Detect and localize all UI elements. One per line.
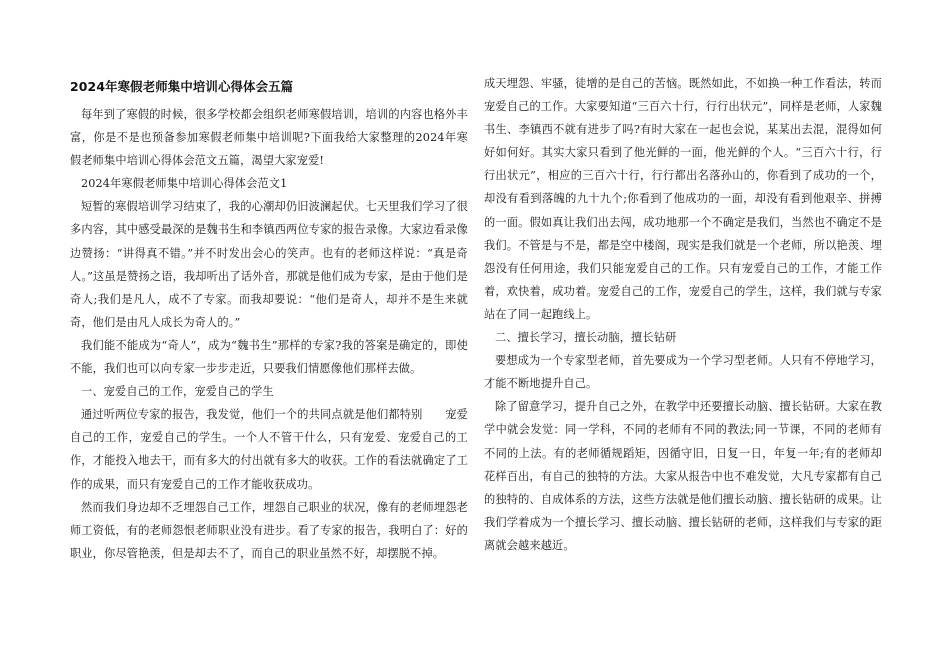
body-paragraph: 通过听两位专家的报告，我发觉，他们一个的共同点就是他们都特别 宠爱自己的工作，宠爱自己的学生。一个人不管干什么，只有宠爱、宠爱自己的工作，才能投入地去干，而有多大的付出就有多大的收获。工作的看法就确定了工作的成果，而只有宠爱自己的工作才能收获成功。 [70, 408, 468, 491]
body-paragraph: 我们能不能成为“奇人”，成为“魏书生”那样的专家?我的答案是确定的，即使不能，我们也可以向专家一步步走近，只要我们情愿像他们那样去做。 [70, 338, 468, 376]
left-column [70, 72, 468, 565]
section-heading-2: 二、擅长学习，擅长动脑，擅长钻研 [495, 331, 677, 345]
body-paragraph: 然而我们身边却不乏埋怨自己工作，埋怨自己职业的状况，像有的老师埋怨老师工资低，有的老师怨恨老师职业没有进步。看了专家的报告，我明白了：好的职业，你尽管艳羡，但是却去不了，而自己的职业虽然不好，却摆脱不掉。 [70, 500, 468, 560]
body-paragraph: 除了留意学习，提升自己之外，在教学中还要擅长动脑、擅长钻研。大家在教学中就会发觉：同一学科，不同的老师有不同的教法;同一节课，不同的老师有不同的上法。有的老师循规蹈矩，因循守旧，日复一日，年复一年;有的老师却花样百出，有自己的独特的方法。大家从报告中也不难发觉，大凡专家都有自己的独特的、自成体系的方法，这些方法就是他们擅长动脑、擅长钻研的成果。让我们学着成为一个擅长学习、擅长动脑、擅长钻研的老师，这样我们与专家的距离就会越来越近。 [484, 400, 882, 552]
intro-paragraph: 每年到了寒假的时候，很多学校都会组织老师寒假培训，培训的内容也格外丰富，你是不是也预备参加寒假老师集中培训呢?下面我给大家整理的2024年寒假老师集中培训心得体会范文五篇，渴望大家宠爱! [70, 108, 468, 168]
continued-paragraph: 成天埋怨、牢骚，徒增的是自己的苦恼。既然如此，不如换一种工作看法，转而宠爱自己的工作。大家要知道“三百六十行，行行出状元”，同样是老师，人家魏书生、李镇西不就有进步了吗?有时大家在一起也会说，某某出去混，混得如何好如何好。其实大家只看到了他光鲜的一面，他光鲜的个人。“三百六十行，行行出状元”，相应的三百六十行，行行都出名落孙山的，你看到了成功的一个，却没有看到落魄的九十九个;你看到了他成功的一面，却没有看到他艰辛、拼搏的一面。假如真让我们出去闯，成功地那一个不确定是我们，当然也不确定不是我们。不管是与不是，都是空中楼阁，现实是我们就是一个老师，所以艳羡、埋怨没有任何用途，我们只能宠爱自己的工作。只有宠爱自己的工作，才能工作着，欢快着，成功着。宠爱自己的工作，宠爱自己的学生，这样，我们就与专家站在了同一起跑线上。 [484, 77, 882, 321]
right-column [484, 72, 882, 557]
section-heading-1: 一、宠爱自己的工作，宠爱自己的学生 [81, 385, 274, 399]
body-paragraph: 短暂的寒假培训学习结束了，我的心潮却仍旧波澜起伏。七天里我们学习了很多内容，其中感受最深的是魏书生和李镇西两位专家的报告录像。大家边看录像边赞扬：“讲得真不错。”并不时发出会心的笑声。也有的老师这样说：“真是奇人。”这虽是赞扬之语，我却听出了话外音，那就是他们成为专家，是由于他们是奇人;我们是凡人，成不了专家。而我却要说：“他们是奇人，却并不是生来就奇，他们是由凡人成长为奇人的。” [70, 200, 468, 329]
body-paragraph: 要想成为一个专家型老师，首先要成为一个学习型老师。人只有不停地学习，才能不断地提升自己。 [484, 354, 882, 391]
essay-subtitle: 2024年寒假老师集中培训心得体会范文1 [81, 177, 288, 191]
document-title: 2024年寒假老师集中培训心得体会五篇 [70, 79, 294, 94]
